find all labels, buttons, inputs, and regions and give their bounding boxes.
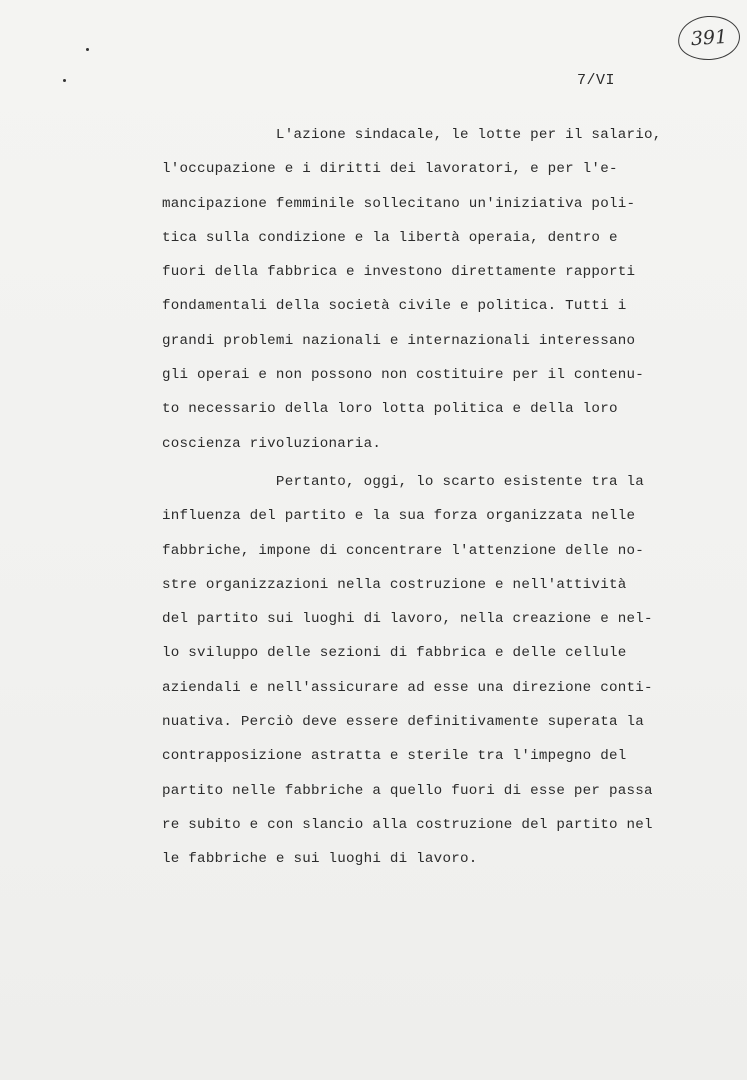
text-line: lo sviluppo delle sezioni di fabbrica e delle cellule	[162, 645, 627, 662]
ink-speck	[86, 48, 89, 51]
ink-speck	[63, 79, 66, 82]
text-line: stre organizzazioni nella costruzione e nell'attività	[162, 576, 627, 593]
text-line: gli operai e non possono non costituire per il contenu-	[162, 367, 645, 384]
text-line: grandi problemi nazionali e internazionali interessano	[162, 332, 636, 349]
stamp-number: 391	[690, 25, 728, 51]
page-stamp	[677, 14, 742, 62]
text-line: re subito e con slancio alla costruzione del partito nel	[162, 816, 653, 833]
text-line: aziendali e nell'assicurare ad esse una direzione conti-	[162, 679, 653, 696]
text-line: fuori della fabbrica e investono direttamente rapporti	[162, 264, 636, 281]
text-line: influenza del partito e la sua forza organizzata nelle	[162, 508, 636, 525]
text-line: partito nelle fabbriche a quello fuori di esse per passa	[162, 782, 653, 799]
text-line: le fabbriche e sui luoghi di lavoro.	[162, 851, 478, 868]
text-line: nuativa. Perciò deve essere definitivamente superata la	[162, 714, 645, 731]
text-line: tica sulla condizione e la libertà operaia, dentro e	[162, 229, 618, 246]
text-line: contrapposizione astratta e sterile tra l'impegno del	[162, 748, 627, 765]
page-number: 7/VI	[577, 72, 616, 89]
text-line: L'azione sindacale, le lotte per il salario,	[162, 127, 662, 143]
text-line: to necessario della loro lotta politica e della loro	[162, 401, 618, 418]
text-line: Pertanto, oggi, lo scarto esistente tra la	[162, 474, 645, 490]
text-line: l'occupazione e i diritti dei lavoratori, e per l'e-	[162, 161, 618, 178]
text-line: del partito sui luoghi di lavoro, nella creazione e nel-	[162, 611, 653, 628]
text-line: fondamentali della società civile e politica. Tutti i	[162, 298, 627, 315]
paragraph-2	[162, 465, 662, 877]
text-line: fabbriche, impone di concentrare l'attenzione delle no-	[162, 542, 645, 559]
paragraph-1	[162, 118, 662, 461]
text-line: mancipazione femminile sollecitano un'iniziativa poli-	[162, 195, 636, 212]
text-line: coscienza rivoluzionaria.	[162, 435, 382, 452]
